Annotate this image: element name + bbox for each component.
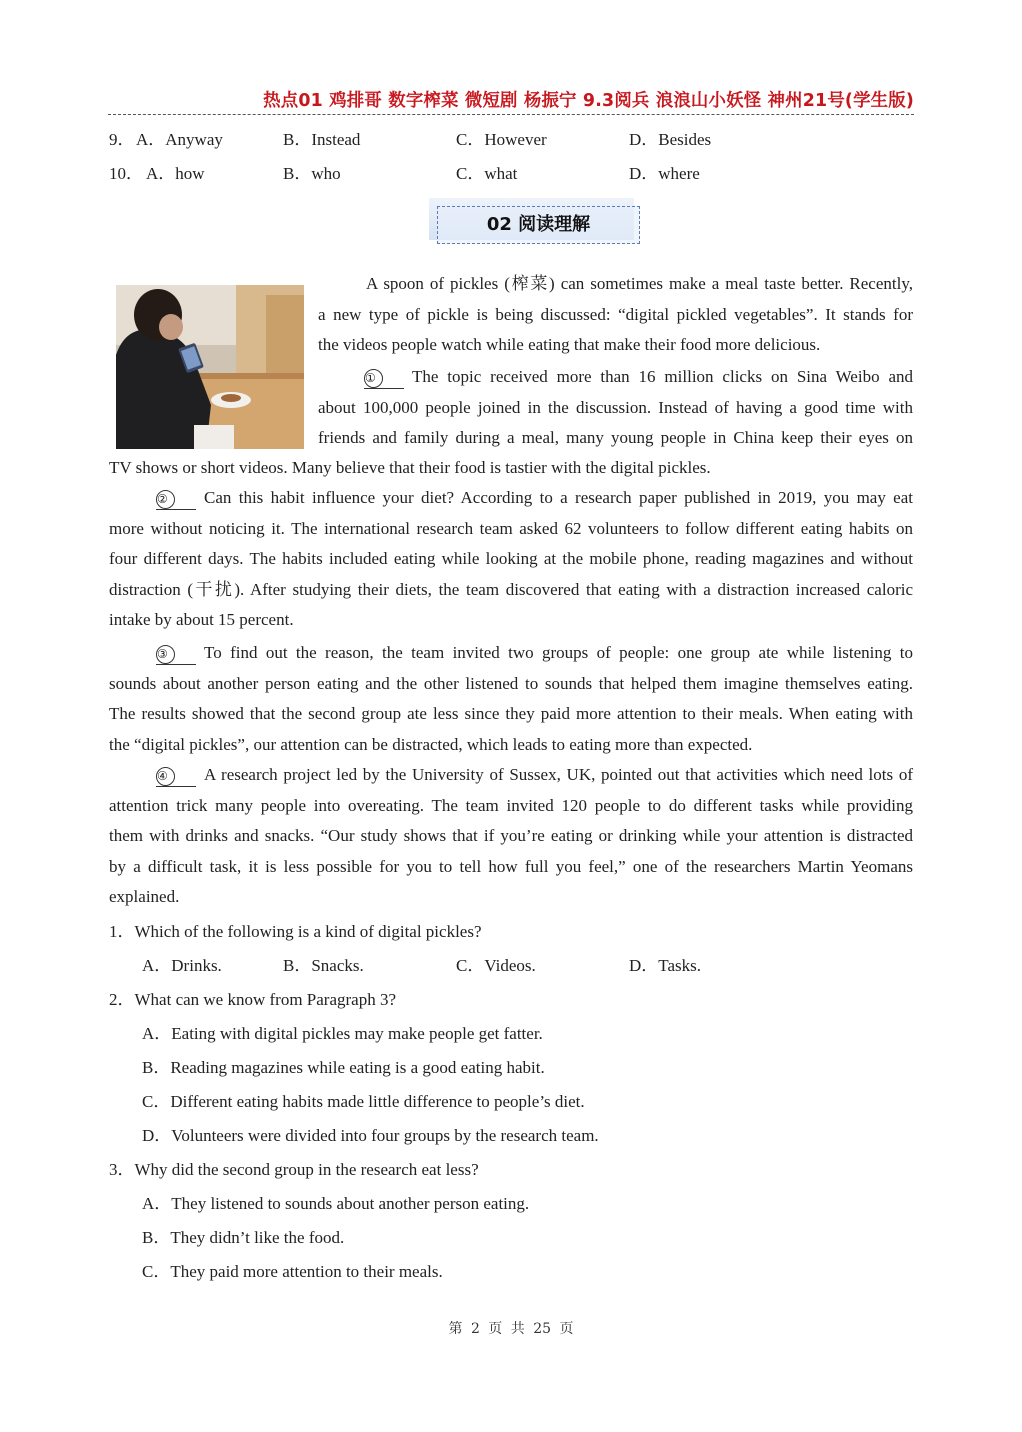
page-header — [108, 86, 914, 115]
blank-number: ③ — [156, 645, 175, 664]
option-a: A．Drinks. — [142, 956, 222, 975]
passage-paragraph-5 — [109, 760, 913, 913]
text-segment: To find out the reason, the team invited two groups of people: one group ate while listening to — [204, 643, 913, 662]
option-c: C．Videos. — [456, 956, 536, 975]
section-title-box — [429, 198, 634, 240]
text-line: TV shows or short videos. Many believe that their food is tastier with the digital pickles. — [109, 458, 711, 477]
option-num: 10． — [109, 164, 143, 183]
option-d: D．Tasks. — [629, 956, 702, 975]
question-1-options — [0, 951, 1022, 977]
text-line — [109, 638, 913, 669]
passage-paragraph-2-end — [109, 453, 913, 484]
question-1: 1．Which of the following is a kind of digital pickles? — [109, 922, 482, 941]
blank-number: ① — [364, 369, 383, 388]
passage-paragraph-3 — [109, 483, 913, 636]
question-3-option-c: C．They paid more attention to their meals. — [142, 1262, 443, 1281]
blank-number: ④ — [156, 767, 175, 786]
text-line: four different days. The habits included eating while looking at the mobile phone, reading magazines and without — [109, 549, 913, 568]
option-b: B．Instead — [283, 130, 361, 149]
question-2-option-b: B．Reading magazines while eating is a good eating habit. — [142, 1058, 545, 1077]
option-num: 9． — [109, 130, 135, 149]
text-line: by a difficult task, it is less possible for you to tell how full you feel,” one of the researchers Martin Yeomans — [109, 856, 913, 876]
option-b: B．who — [283, 164, 341, 183]
question-3-option-b: B．They didn’t like the food. — [142, 1228, 345, 1247]
text-line: A spoon of pickles (榨菜) can sometimes make a meal taste better. Recently, — [366, 274, 913, 293]
text-line — [109, 760, 913, 791]
option-a: A．Anyway — [136, 130, 223, 149]
text-line: them with drinks and snacks. “Our study shows that if you’re eating or drinking while your attention is distracted — [109, 826, 913, 845]
options-row-9 — [0, 125, 1022, 151]
options-row-10 — [0, 159, 1022, 185]
blank-3 — [156, 643, 196, 665]
passage-paragraph-2 — [318, 362, 913, 454]
option-d: D．Besides — [629, 130, 712, 149]
blank-2 — [156, 488, 196, 510]
text-line: distraction (干扰). After studying their diets, the team discovered that eating with a distraction increased caloric — [109, 579, 913, 599]
text-line: explained. — [109, 887, 180, 906]
text-line: friends and family during a meal, many young people in China keep their eyes on — [318, 428, 913, 447]
person-eating-photo — [116, 285, 304, 449]
passage-paragraph-1 — [318, 269, 913, 361]
question-2-option-c: C．Different eating habits made little difference to people’s diet. — [142, 1092, 585, 1111]
page-footer: 第 2 页 共 25 页 — [448, 1321, 574, 1337]
text-line: intake by about 15 percent. — [109, 610, 294, 629]
question-2-option-a: A．Eating with digital pickles may make people get fatter. — [142, 1024, 543, 1043]
section-title: 02 阅读理解 — [437, 206, 640, 244]
option-b: B．Snacks. — [283, 956, 364, 975]
blank-number: ② — [156, 490, 175, 509]
text-line: the videos people watch while eating that make their food more delicious. — [318, 335, 821, 354]
passage-paragraph-4 — [109, 638, 913, 760]
question-3-option-a: A．They listened to sounds about another person eating. — [142, 1194, 530, 1213]
option-c: C．what — [456, 164, 518, 183]
text-segment: The topic received more than 16 million clicks on Sina Weibo and — [412, 367, 913, 386]
text-line: sounds about another person eating and the other listened to sounds that helped them imagine themselves eating. — [109, 673, 913, 693]
text-line — [109, 483, 913, 514]
option-c: C．However — [456, 130, 547, 149]
question-2-option-d: D．Volunteers were divided into four groups by the research team. — [142, 1126, 599, 1145]
text-line: more without noticing it. The international research team asked 62 volunteers to follow different eating habits on — [109, 518, 913, 538]
option-a: A．how — [146, 164, 205, 183]
question-3: 3．Why did the second group in the research eat less? — [109, 1160, 479, 1179]
text-segment: A research project led by the University of Sussex, UK, pointed out that activities which need lots of — [204, 765, 913, 784]
text-line: The results showed that the second group ate less since they paid more attention to their meals. When eating with — [109, 704, 913, 723]
option-d: D．where — [629, 164, 700, 183]
blank-4 — [156, 765, 196, 787]
text-line: a new type of pickle is being discussed: “digital pickled vegetables”. It stands for — [318, 304, 913, 324]
text-line: about 100,000 people joined in the discussion. Instead of having a good time with — [318, 397, 913, 417]
blank-1 — [364, 367, 404, 389]
text-line: attention trick many people into overeating. The team invited 120 people to do different tasks while providing — [109, 795, 913, 815]
text-line: the “digital pickles”, our attention can be distracted, which leads to eating more than expected. — [109, 734, 753, 754]
passage-photo — [116, 285, 304, 449]
text-segment: Can this habit influence your diet? According to a research paper published in 2019, you may eat — [204, 488, 913, 507]
header-title: 热点01 鸡排哥 数字榨菜 微短剧 杨振宁 9.3阅兵 浪浪山小妖怪 神州21号(学生版) — [263, 91, 914, 111]
question-2: 2．What can we know from Paragraph 3? — [109, 990, 397, 1009]
text-line — [318, 362, 913, 393]
